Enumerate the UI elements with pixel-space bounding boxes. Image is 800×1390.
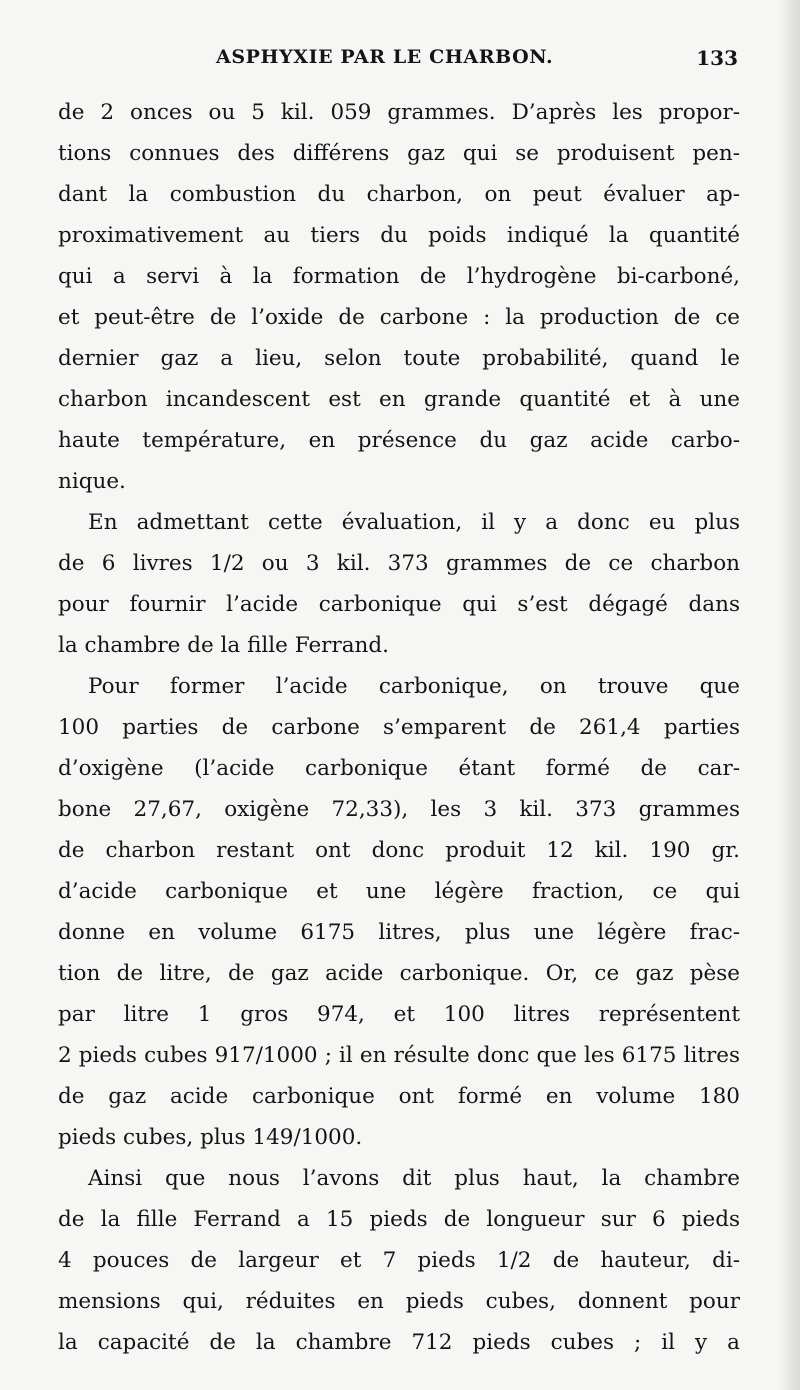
text-line: d’acide carbonique et une légère fraction, ce qui	[58, 879, 740, 904]
text-line: et peut-être de l’oxide de carbone : la production de ce	[58, 305, 740, 330]
text-line: de charbon restant ont donc produit 12 kil. 190 gr.	[58, 838, 740, 863]
page-number: 133	[696, 46, 738, 70]
text-line: haute température, en présence du gaz acide carbo-	[58, 428, 740, 453]
text-line: dant la combustion du charbon, on peut évaluer ap-	[58, 182, 740, 207]
text-line: Ainsi que nous l’avons dit plus haut, la chambre	[88, 1166, 740, 1191]
text-line: dernier gaz a lieu, selon toute probabilité, quand le	[58, 346, 740, 371]
text-line: charbon incandescent est en grande quantité et à une	[58, 387, 740, 412]
text-line: 2 pieds cubes 917/1000 ; il en résulte donc que les 6175 litres	[58, 1043, 740, 1068]
text-line: tion de litre, de gaz acide carbonique. Or, ce gaz pèse	[58, 961, 740, 986]
text-line: 4 pouces de largeur et 7 pieds 1/2 de hauteur, di-	[58, 1248, 740, 1273]
text-line: qui a servi à la formation de l’hydrogène bi-carboné,	[58, 264, 740, 289]
text-line: pour fournir l’acide carbonique qui s’est dégagé dans	[58, 592, 740, 617]
text-line: tions connues des différens gaz qui se produisent pen-	[58, 141, 740, 166]
page-edge-shadow	[778, 0, 800, 1390]
text-line: de gaz acide carbonique ont formé en volume 180	[58, 1084, 740, 1109]
text-line: de la fille Ferrand a 15 pieds de longueur sur 6 pieds	[58, 1207, 740, 1232]
text-line: la capacité de la chambre 712 pieds cubes ; il y a	[58, 1330, 740, 1355]
text-line: donne en volume 6175 litres, plus une légère frac-	[58, 920, 740, 945]
body-text	[58, 92, 740, 1363]
text-line: de 2 onces ou 5 kil. 059 grammes. D’après les propor-	[58, 100, 740, 125]
text-line: 100 parties de carbone s’emparent de 261,4 parties	[58, 715, 740, 740]
text-line: proximativement au tiers du poids indiqué la quantité	[58, 223, 740, 248]
text-line: d’oxigène (l’acide carbonique étant formé de car-	[58, 756, 740, 781]
text-line: nique.	[58, 469, 126, 494]
running-title: ASPHYXIE PAR LE CHARBON.	[216, 46, 554, 68]
text-line: par litre 1 gros 974, et 100 litres représentent	[58, 1002, 740, 1027]
text-line: Pour former l’acide carbonique, on trouve que	[88, 674, 740, 699]
text-line: pieds cubes, plus 149/1000.	[58, 1125, 363, 1150]
text-line: de 6 livres 1/2 ou 3 kil. 373 grammes de ce charbon	[58, 551, 740, 576]
text-line: la chambre de la fille Ferrand.	[58, 633, 390, 658]
text-line: bone 27,67, oxigène 72,33), les 3 kil. 373 grammes	[58, 797, 740, 822]
text-line: mensions qui, réduites en pieds cubes, donnent pour	[58, 1289, 740, 1314]
page-header	[58, 46, 738, 76]
text-line: En admettant cette évaluation, il y a donc eu plus	[88, 510, 740, 535]
